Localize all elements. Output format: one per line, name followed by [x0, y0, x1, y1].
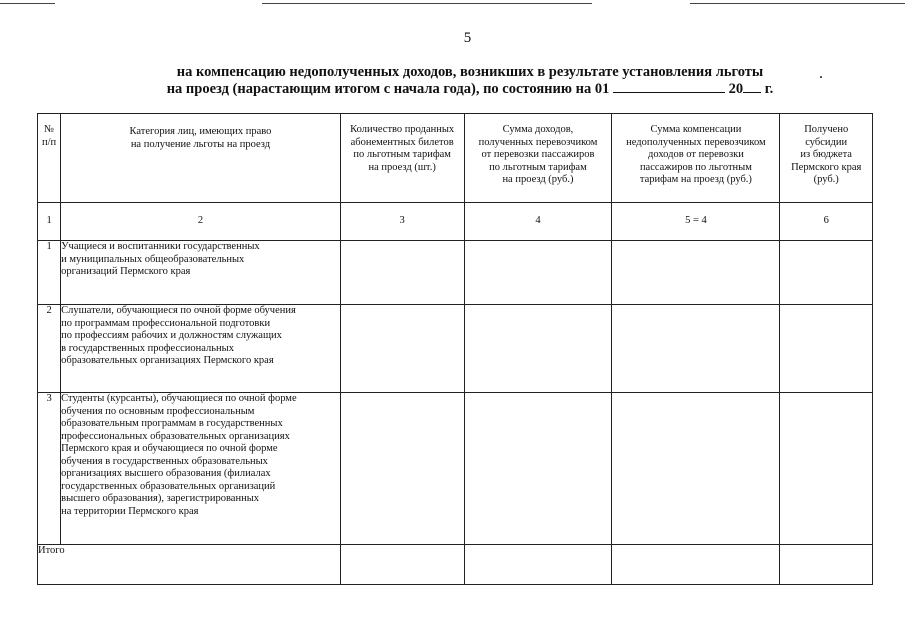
- table-row: [38, 393, 873, 545]
- header-cell-tickets-sold: Количество проданных абонементных билетов по льготным тарифам на проезд (шт.): [340, 114, 464, 203]
- header-cell-compensation: Сумма компенсации недополученных перевозчиком доходов от перевозки пассажиров по льготным тарифам на проезд (руб.): [612, 114, 780, 203]
- subsidy-cell[interactable]: [780, 241, 873, 305]
- compensation-cell[interactable]: [612, 241, 780, 305]
- tickets-sold-cell[interactable]: [340, 393, 464, 545]
- document-heading: [150, 64, 790, 97]
- page-number: 5: [463, 30, 472, 46]
- index-cell: 3: [340, 203, 464, 241]
- header-cell-category: Категория лиц, имеющих право на получение льготы на проезд: [61, 114, 341, 203]
- row-number: 3: [38, 393, 61, 545]
- table-header-row: [38, 114, 873, 203]
- index-cell: 2: [61, 203, 341, 241]
- total-tickets-cell[interactable]: [340, 545, 464, 585]
- compensation-cell[interactable]: [612, 305, 780, 393]
- year-blank-field: [743, 80, 761, 93]
- total-subsidy-cell[interactable]: [780, 545, 873, 585]
- heading-line-2-prefix: на проезд (нарастающим итогом с начала года), по состоянию на 01: [166, 81, 610, 97]
- heading-line-1: на компенсацию недополученных доходов, возникших в результате установления льготы: [176, 64, 764, 80]
- subsidy-cell[interactable]: [780, 393, 873, 545]
- scan-dot: ·: [819, 70, 824, 84]
- row-number: 1: [38, 241, 61, 305]
- column-index-row: [38, 203, 873, 241]
- index-cell: 5 = 4: [612, 203, 780, 241]
- compensation-cell[interactable]: [612, 393, 780, 545]
- table-row: [38, 305, 873, 393]
- header-cell-subsidy: Получено субсидии из бюджета Пермского края (руб.): [780, 114, 873, 203]
- category-cell: Слушатели, обучающиеся по очной форме обучения по программам профессиональной подготовки по профессиям рабочих и должностям служащих в государственных профессиональных образовательных организациях Пермского края: [61, 305, 341, 393]
- heading-line-2: [150, 80, 790, 97]
- index-cell: 6: [780, 203, 873, 241]
- header-cell-number: № п/п: [38, 114, 61, 203]
- subsidy-cell[interactable]: [780, 305, 873, 393]
- row-number: 2: [38, 305, 61, 393]
- header-cell-income: Сумма доходов, полученных перевозчиком от перевозки пассажиров по льготным тарифам на проезд (руб.): [464, 114, 612, 203]
- total-row: [38, 545, 873, 585]
- category-cell: Студенты (курсанты), обучающиеся по очной форме обучения по основным профессиональным образовательным программам в государственных профессиональных образовательных организациях Пермского края и обучающиеся по очной форме обучения в государственных образовательных организациях высшего образования (филиалах государственных образовательных организаций высшего образования), зарегистрированных на территории Пермского края: [61, 393, 341, 545]
- heading-line-2-suffix: г.: [764, 81, 774, 97]
- table-row: [38, 241, 873, 305]
- heading-year: 20: [728, 81, 744, 97]
- category-cell: Учащиеся и воспитанники государственных и муниципальных общеобразовательных организаций Пермского края: [61, 241, 341, 305]
- total-income-cell[interactable]: [464, 545, 612, 585]
- index-cell: 1: [38, 203, 61, 241]
- date-blank-field: [613, 80, 725, 93]
- total-label: Итого: [38, 545, 341, 585]
- tickets-sold-cell[interactable]: [340, 241, 464, 305]
- scan-edge-line-left: [0, 3, 55, 4]
- report-table: [37, 113, 873, 585]
- income-cell[interactable]: [464, 241, 612, 305]
- total-compensation-cell[interactable]: [612, 545, 780, 585]
- scan-edge-line-center: [262, 3, 592, 4]
- income-cell[interactable]: [464, 393, 612, 545]
- tickets-sold-cell[interactable]: [340, 305, 464, 393]
- income-cell[interactable]: [464, 305, 612, 393]
- index-cell: 4: [464, 203, 612, 241]
- scan-edge-line-right: [690, 3, 905, 4]
